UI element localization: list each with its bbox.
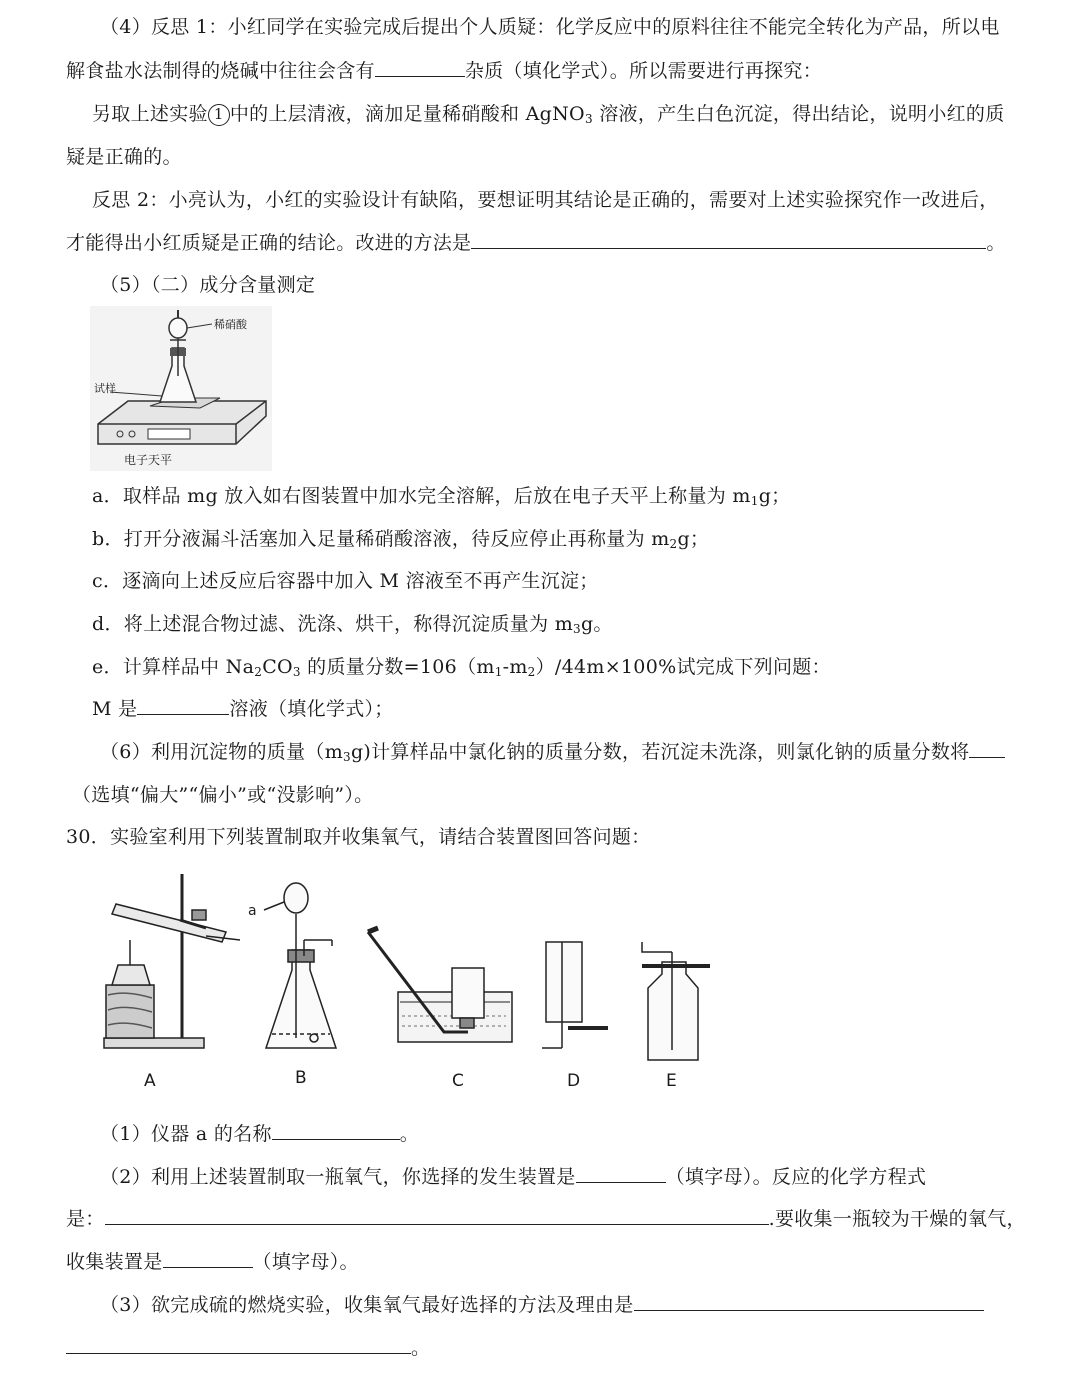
- p5-heading: （5）（二）成分含量测定: [100, 274, 316, 296]
- apparatus-b: [264, 883, 336, 1048]
- instrument-name-blank[interactable]: [272, 1121, 400, 1140]
- m-blank[interactable]: [137, 696, 229, 715]
- balance-apparatus-figure: [90, 306, 272, 471]
- apparatus-c: [368, 928, 512, 1042]
- apparatus-e: [642, 942, 710, 1060]
- circled-number: 1: [208, 104, 230, 126]
- q30-part2-line1: （2）利用上述装置制取一瓶氧气，你选择的发生装置是 （填字母）。反应的化学方程式: [100, 1166, 927, 1188]
- p6-line1: （6）利用沉淀物的质量$(m_3g)$计算样品中氯化钠的质量分数，若沉淀未洗涤，则氯化钠的质量分数将: [100, 739, 1005, 770]
- label-acid: 稀硝酸: [214, 318, 247, 331]
- improvement-blank[interactable]: [471, 230, 986, 249]
- p4-line2: 解食盐水法制得的烧碱中往往会含有 杂质（填化学式）。所以需要进行再探究：: [66, 60, 823, 82]
- step-e: e．计算样品中 $Na_2CO_3$ 的质量分数$=106(m_1-m_2)/44m\times 100\%$试完成下列问题：: [92, 656, 831, 679]
- p4-line5: 反思 2：小亮认为，小红的实验设计有缺陷，要想证明其结论是正确的，需要对上述实验探究作一改进后，: [92, 189, 999, 211]
- generator-blank[interactable]: [576, 1164, 666, 1183]
- label-balance: 电子天平: [124, 453, 173, 467]
- label-a: A: [144, 1071, 156, 1091]
- q30-title: 30．实验室利用下列装置制取并收集氧气，请结合装置图回答问题：: [66, 826, 651, 848]
- label-b: B: [295, 1068, 307, 1088]
- p6-line2: （选填“偏大”“偏小”或“没影响”）。: [72, 784, 374, 806]
- q30-part2-line3: 收集装置是 （填字母）。: [66, 1251, 359, 1273]
- method-blank-1[interactable]: [634, 1292, 984, 1311]
- step-b: b．打开分液漏斗活塞加入足量稀硝酸溶液，待反应停止再称量为 $m_2g$；: [92, 528, 710, 551]
- impurity-blank[interactable]: [375, 58, 465, 77]
- p4-line4: 疑是正确的。: [66, 146, 182, 168]
- effect-blank[interactable]: [969, 739, 1005, 758]
- apparatus-d: [542, 942, 608, 1048]
- equation-blank[interactable]: [105, 1206, 769, 1225]
- m-question: M 是 溶液（填化学式）；: [92, 698, 394, 720]
- apparatus-figure: [96, 870, 726, 1065]
- p4-line1: （4）反思 1：小红同学在实验完成后提出个人质疑：化学反应中的原料往往不能完全转化为产品，所以电: [100, 16, 1000, 38]
- label-c: C: [452, 1071, 464, 1091]
- step-d: d．将上述混合物过滤、洗涤、烘干，称得沉淀质量为 $m_3g$。: [92, 613, 613, 636]
- step-c: c．逐滴向上述反应后容器中加入 M 溶液至不再产生沉淀；: [92, 570, 599, 592]
- p4-line6: 才能得出小红质疑是正确的结论。改进的方法是 。: [66, 232, 1006, 254]
- label-e: E: [666, 1071, 677, 1091]
- funnel-label-a: a: [248, 903, 257, 919]
- label-d: D: [567, 1071, 581, 1091]
- collector-blank[interactable]: [163, 1249, 253, 1268]
- p4-line3: 另取上述实验 1 中的上层清液，滴加足量稀硝酸和 AgNO$_3$ 溶液，产生白色沉淀，得出结论，说明小红的质: [92, 103, 1005, 126]
- apparatus-a: [104, 874, 240, 1048]
- q30-part3-line1: （3）欲完成硫的燃烧实验，收集氧气最好选择的方法及理由是: [100, 1292, 984, 1318]
- label-sample: 试样: [94, 382, 116, 395]
- step-a: a．取样品 mg 放入如右图装置中加水完全溶解，后放在电子天平上称量为 $m_1g$；: [92, 485, 791, 508]
- q30-part1: （1）仪器 a 的名称 。: [100, 1123, 420, 1145]
- q30-part3-line2: 。: [66, 1335, 430, 1361]
- q30-part2-line2: 是： .要收集一瓶较为干燥的氧气，: [66, 1208, 1026, 1230]
- method-blank-2[interactable]: [66, 1335, 411, 1354]
